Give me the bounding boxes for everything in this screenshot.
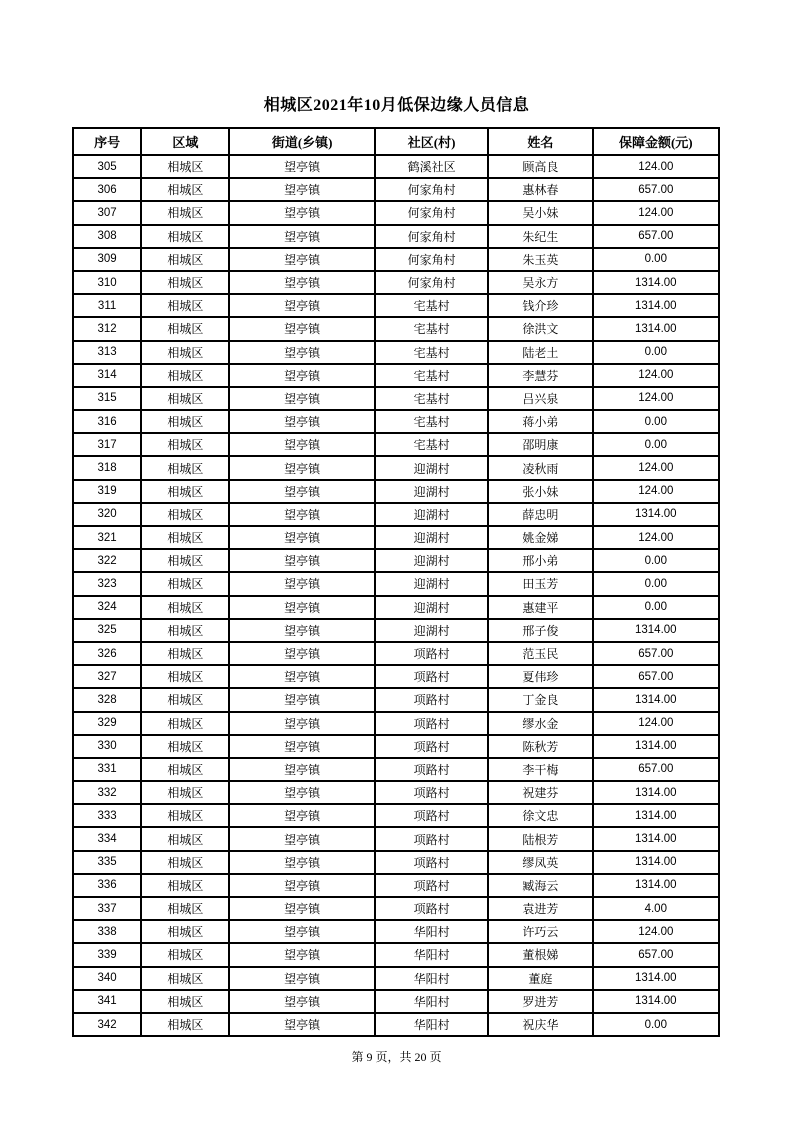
table-cell: 相城区 [141, 480, 229, 503]
table-row [73, 526, 719, 549]
table-row [73, 851, 719, 874]
table-cell: 邢小弟 [488, 549, 592, 572]
table-row [73, 804, 719, 827]
table-cell: 望亭镇 [229, 271, 374, 294]
table-cell: 望亭镇 [229, 688, 374, 711]
table-cell: 326 [73, 642, 141, 665]
table-cell: 迎湖村 [375, 480, 488, 503]
table-cell: 李干梅 [488, 758, 592, 781]
table-cell: 331 [73, 758, 141, 781]
table-cell: 317 [73, 433, 141, 456]
table-row [73, 781, 719, 804]
table-cell: 4.00 [593, 897, 719, 920]
table-row [73, 387, 719, 410]
table-cell: 望亭镇 [229, 503, 374, 526]
table-cell: 相城区 [141, 1013, 229, 1036]
table-cell: 657.00 [593, 758, 719, 781]
table-cell: 相城区 [141, 456, 229, 479]
table-cell: 薛忠明 [488, 503, 592, 526]
table-cell: 1314.00 [593, 503, 719, 526]
table-cell: 朱纪生 [488, 225, 592, 248]
table-cell: 项路村 [375, 874, 488, 897]
table-cell: 1314.00 [593, 271, 719, 294]
table-cell: 望亭镇 [229, 781, 374, 804]
table-cell: 相城区 [141, 526, 229, 549]
table-cell: 313 [73, 341, 141, 364]
table-cell: 310 [73, 271, 141, 294]
table-cell: 0.00 [593, 410, 719, 433]
table-cell: 丁金良 [488, 688, 592, 711]
table-cell: 李慧芬 [488, 364, 592, 387]
table-row [73, 596, 719, 619]
table-cell: 项路村 [375, 804, 488, 827]
table-cell: 迎湖村 [375, 503, 488, 526]
table-cell: 祝建芬 [488, 781, 592, 804]
table-cell: 相城区 [141, 712, 229, 735]
table-cell: 臧海云 [488, 874, 592, 897]
column-header-name: 姓名 [488, 128, 592, 155]
table-cell: 相城区 [141, 642, 229, 665]
table-cell: 相城区 [141, 433, 229, 456]
table-cell: 相城区 [141, 248, 229, 271]
table-cell: 相城区 [141, 967, 229, 990]
table-cell: 惠建平 [488, 596, 592, 619]
table-row [73, 410, 719, 433]
table-cell: 相城区 [141, 410, 229, 433]
table-cell: 望亭镇 [229, 1013, 374, 1036]
table-cell: 相城区 [141, 874, 229, 897]
table-cell: 何家角村 [375, 225, 488, 248]
table-row [73, 967, 719, 990]
table-cell: 何家角村 [375, 178, 488, 201]
table-cell: 陆老土 [488, 341, 592, 364]
table-cell: 项路村 [375, 827, 488, 850]
table-row [73, 712, 719, 735]
table-cell: 相城区 [141, 155, 229, 178]
table-cell: 340 [73, 967, 141, 990]
table-cell: 望亭镇 [229, 642, 374, 665]
table-cell: 657.00 [593, 225, 719, 248]
table-cell: 望亭镇 [229, 572, 374, 595]
table-row [73, 178, 719, 201]
table-cell: 吕兴泉 [488, 387, 592, 410]
table-cell: 望亭镇 [229, 758, 374, 781]
table-cell: 相城区 [141, 549, 229, 572]
table-cell: 相城区 [141, 572, 229, 595]
table-row [73, 990, 719, 1013]
table-body [73, 155, 719, 1036]
column-header-amount: 保障金额(元) [593, 128, 719, 155]
table-cell: 124.00 [593, 456, 719, 479]
table-cell: 1314.00 [593, 688, 719, 711]
table-cell: 望亭镇 [229, 433, 374, 456]
table-cell: 华阳村 [375, 943, 488, 966]
table-cell: 657.00 [593, 642, 719, 665]
table-row [73, 364, 719, 387]
table-cell: 124.00 [593, 364, 719, 387]
table-cell: 0.00 [593, 572, 719, 595]
table-cell: 项路村 [375, 897, 488, 920]
table-cell: 望亭镇 [229, 248, 374, 271]
table-cell: 望亭镇 [229, 990, 374, 1013]
table-row [73, 572, 719, 595]
table-cell: 相城区 [141, 990, 229, 1013]
column-header-region: 区域 [141, 128, 229, 155]
table-cell: 相城区 [141, 294, 229, 317]
table-cell: 0.00 [593, 433, 719, 456]
table-cell: 望亭镇 [229, 410, 374, 433]
table-cell: 相城区 [141, 827, 229, 850]
table-cell: 1314.00 [593, 619, 719, 642]
table-row [73, 549, 719, 572]
table-cell: 项路村 [375, 781, 488, 804]
table-cell: 宅基村 [375, 410, 488, 433]
table-cell: 320 [73, 503, 141, 526]
table-cell: 339 [73, 943, 141, 966]
table-cell: 望亭镇 [229, 549, 374, 572]
table-cell: 何家角村 [375, 271, 488, 294]
table-cell: 望亭镇 [229, 851, 374, 874]
table-row [73, 688, 719, 711]
table-cell: 华阳村 [375, 990, 488, 1013]
table-cell: 相城区 [141, 341, 229, 364]
table-cell: 124.00 [593, 526, 719, 549]
table-cell: 相城区 [141, 665, 229, 688]
table-cell: 329 [73, 712, 141, 735]
table-cell: 332 [73, 781, 141, 804]
table-cell: 邢子俊 [488, 619, 592, 642]
table-cell: 宅基村 [375, 433, 488, 456]
table-cell: 312 [73, 317, 141, 340]
table-cell: 迎湖村 [375, 572, 488, 595]
table-cell: 0.00 [593, 341, 719, 364]
table-cell: 迎湖村 [375, 549, 488, 572]
table-cell: 望亭镇 [229, 967, 374, 990]
table-cell: 1314.00 [593, 804, 719, 827]
table-cell: 657.00 [593, 943, 719, 966]
table-cell: 1314.00 [593, 781, 719, 804]
table-cell: 项路村 [375, 735, 488, 758]
table-cell: 327 [73, 665, 141, 688]
table-cell: 望亭镇 [229, 456, 374, 479]
table-cell: 314 [73, 364, 141, 387]
table-cell: 凌秋雨 [488, 456, 592, 479]
table-cell: 0.00 [593, 1013, 719, 1036]
table-cell: 望亭镇 [229, 225, 374, 248]
table-cell: 相城区 [141, 596, 229, 619]
table-row [73, 503, 719, 526]
table-cell: 望亭镇 [229, 201, 374, 224]
table-cell: 相城区 [141, 225, 229, 248]
page-title: 相城区2021年10月低保边缘人员信息 [263, 97, 530, 114]
table-cell: 1314.00 [593, 294, 719, 317]
table-cell: 望亭镇 [229, 735, 374, 758]
table-cell: 341 [73, 990, 141, 1013]
table-cell: 望亭镇 [229, 920, 374, 943]
table-cell: 袁进芳 [488, 897, 592, 920]
table-cell: 缪凤英 [488, 851, 592, 874]
table-cell: 相城区 [141, 178, 229, 201]
table-cell: 1314.00 [593, 735, 719, 758]
table-row [73, 943, 719, 966]
table-cell: 望亭镇 [229, 874, 374, 897]
table-cell: 321 [73, 526, 141, 549]
table-cell: 罗进芳 [488, 990, 592, 1013]
table-cell: 望亭镇 [229, 317, 374, 340]
table-cell: 何家角村 [375, 248, 488, 271]
table-cell: 项路村 [375, 642, 488, 665]
table-cell: 相城区 [141, 364, 229, 387]
table-cell: 蒋小弟 [488, 410, 592, 433]
table-cell: 334 [73, 827, 141, 850]
table-cell: 华阳村 [375, 967, 488, 990]
table-cell: 相城区 [141, 758, 229, 781]
page-number: 第 9 页，共 20 页 [351, 1050, 442, 1064]
table-cell: 迎湖村 [375, 456, 488, 479]
table-cell: 相城区 [141, 317, 229, 340]
table-cell: 望亭镇 [229, 341, 374, 364]
table-cell: 124.00 [593, 201, 719, 224]
table-cell: 望亭镇 [229, 155, 374, 178]
table-row [73, 619, 719, 642]
table-cell: 124.00 [593, 387, 719, 410]
table-cell: 宅基村 [375, 387, 488, 410]
table-row [73, 874, 719, 897]
table-cell: 308 [73, 225, 141, 248]
table-cell: 325 [73, 619, 141, 642]
table-cell: 335 [73, 851, 141, 874]
table-cell: 宅基村 [375, 294, 488, 317]
column-header-street: 街道(乡镇) [229, 128, 374, 155]
table-cell: 姚金娣 [488, 526, 592, 549]
table-row [73, 248, 719, 271]
table-cell: 相城区 [141, 943, 229, 966]
table-cell: 657.00 [593, 665, 719, 688]
table-cell: 124.00 [593, 480, 719, 503]
table-cell: 望亭镇 [229, 387, 374, 410]
table-cell: 朱玉英 [488, 248, 592, 271]
table-cell: 何家角村 [375, 201, 488, 224]
table-cell: 项路村 [375, 712, 488, 735]
table-cell: 0.00 [593, 549, 719, 572]
table-cell: 宅基村 [375, 317, 488, 340]
table-cell: 相城区 [141, 688, 229, 711]
table-cell: 1314.00 [593, 317, 719, 340]
table-row [73, 758, 719, 781]
table-cell: 望亭镇 [229, 178, 374, 201]
table-cell: 324 [73, 596, 141, 619]
table-cell: 305 [73, 155, 141, 178]
table-cell: 1314.00 [593, 827, 719, 850]
table-row [73, 341, 719, 364]
table-cell: 307 [73, 201, 141, 224]
table-cell: 徐洪文 [488, 317, 592, 340]
table-cell: 望亭镇 [229, 665, 374, 688]
table-cell: 陆根芳 [488, 827, 592, 850]
table-cell: 相城区 [141, 503, 229, 526]
table-row [73, 897, 719, 920]
table-cell: 124.00 [593, 920, 719, 943]
table-cell: 330 [73, 735, 141, 758]
table-row [73, 456, 719, 479]
table-cell: 项路村 [375, 758, 488, 781]
table-cell: 鹤溪社区 [375, 155, 488, 178]
table-cell: 邵明康 [488, 433, 592, 456]
table-row [73, 920, 719, 943]
table-cell: 项路村 [375, 688, 488, 711]
table-cell: 许巧云 [488, 920, 592, 943]
table-cell: 316 [73, 410, 141, 433]
table-cell: 322 [73, 549, 141, 572]
table-cell: 124.00 [593, 155, 719, 178]
table-cell: 相城区 [141, 735, 229, 758]
table-cell: 相城区 [141, 920, 229, 943]
table-cell: 董根娣 [488, 943, 592, 966]
table-row [73, 827, 719, 850]
table-cell: 范玉民 [488, 642, 592, 665]
table-cell: 315 [73, 387, 141, 410]
table-row [73, 294, 719, 317]
table-cell: 缪水金 [488, 712, 592, 735]
table-cell: 徐文忠 [488, 804, 592, 827]
table-cell: 望亭镇 [229, 619, 374, 642]
table-cell: 宅基村 [375, 341, 488, 364]
table-row [73, 433, 719, 456]
table-cell: 309 [73, 248, 141, 271]
table-cell: 323 [73, 572, 141, 595]
table-cell: 祝庆华 [488, 1013, 592, 1036]
table-cell: 338 [73, 920, 141, 943]
table-cell: 望亭镇 [229, 596, 374, 619]
table-cell: 相城区 [141, 804, 229, 827]
table-cell: 迎湖村 [375, 526, 488, 549]
table-cell: 333 [73, 804, 141, 827]
table-cell: 0.00 [593, 596, 719, 619]
table-cell: 1314.00 [593, 851, 719, 874]
table-cell: 相城区 [141, 619, 229, 642]
table-cell: 华阳村 [375, 1013, 488, 1036]
table-row [73, 225, 719, 248]
table-cell: 项路村 [375, 665, 488, 688]
table-cell: 吴小妹 [488, 201, 592, 224]
table-cell: 望亭镇 [229, 943, 374, 966]
table-cell: 望亭镇 [229, 804, 374, 827]
table-row [73, 201, 719, 224]
table-cell: 相城区 [141, 271, 229, 294]
table-cell: 华阳村 [375, 920, 488, 943]
table-row [73, 317, 719, 340]
table-cell: 顾高良 [488, 155, 592, 178]
table-cell: 相城区 [141, 387, 229, 410]
table-cell: 吴永方 [488, 271, 592, 294]
table-cell: 1314.00 [593, 967, 719, 990]
table-cell: 相城区 [141, 781, 229, 804]
table-cell: 望亭镇 [229, 827, 374, 850]
table-cell: 惠林春 [488, 178, 592, 201]
table-cell: 318 [73, 456, 141, 479]
table-cell: 望亭镇 [229, 294, 374, 317]
table-cell: 董庭 [488, 967, 592, 990]
table-cell: 1314.00 [593, 990, 719, 1013]
table-cell: 相城区 [141, 851, 229, 874]
table-cell: 钱介珍 [488, 294, 592, 317]
table-cell: 337 [73, 897, 141, 920]
table-cell: 田玉芳 [488, 572, 592, 595]
table-cell: 相城区 [141, 201, 229, 224]
table-cell: 望亭镇 [229, 526, 374, 549]
table-cell: 319 [73, 480, 141, 503]
table-row [73, 155, 719, 178]
table-cell: 宅基村 [375, 364, 488, 387]
benefits-table [72, 127, 720, 1037]
table-cell: 张小妹 [488, 480, 592, 503]
table-cell: 311 [73, 294, 141, 317]
table-row [73, 665, 719, 688]
table-cell: 1314.00 [593, 874, 719, 897]
table-cell: 336 [73, 874, 141, 897]
table-cell: 望亭镇 [229, 480, 374, 503]
column-header-index: 序号 [73, 128, 141, 155]
table-cell: 相城区 [141, 897, 229, 920]
table-cell: 迎湖村 [375, 596, 488, 619]
column-header-community: 社区(村) [375, 128, 488, 155]
table-cell: 望亭镇 [229, 897, 374, 920]
table-cell: 657.00 [593, 178, 719, 201]
table-cell: 陈秋芳 [488, 735, 592, 758]
table-cell: 306 [73, 178, 141, 201]
table-cell: 迎湖村 [375, 619, 488, 642]
table-cell: 124.00 [593, 712, 719, 735]
table-cell: 328 [73, 688, 141, 711]
table-cell: 望亭镇 [229, 364, 374, 387]
table-cell: 0.00 [593, 248, 719, 271]
table-row [73, 480, 719, 503]
table-row [73, 1013, 719, 1036]
table-cell: 夏伟珍 [488, 665, 592, 688]
table-row [73, 271, 719, 294]
table-cell: 望亭镇 [229, 712, 374, 735]
table-row [73, 735, 719, 758]
table-row [73, 642, 719, 665]
table-cell: 项路村 [375, 851, 488, 874]
header-row [73, 128, 719, 155]
table-cell: 342 [73, 1013, 141, 1036]
